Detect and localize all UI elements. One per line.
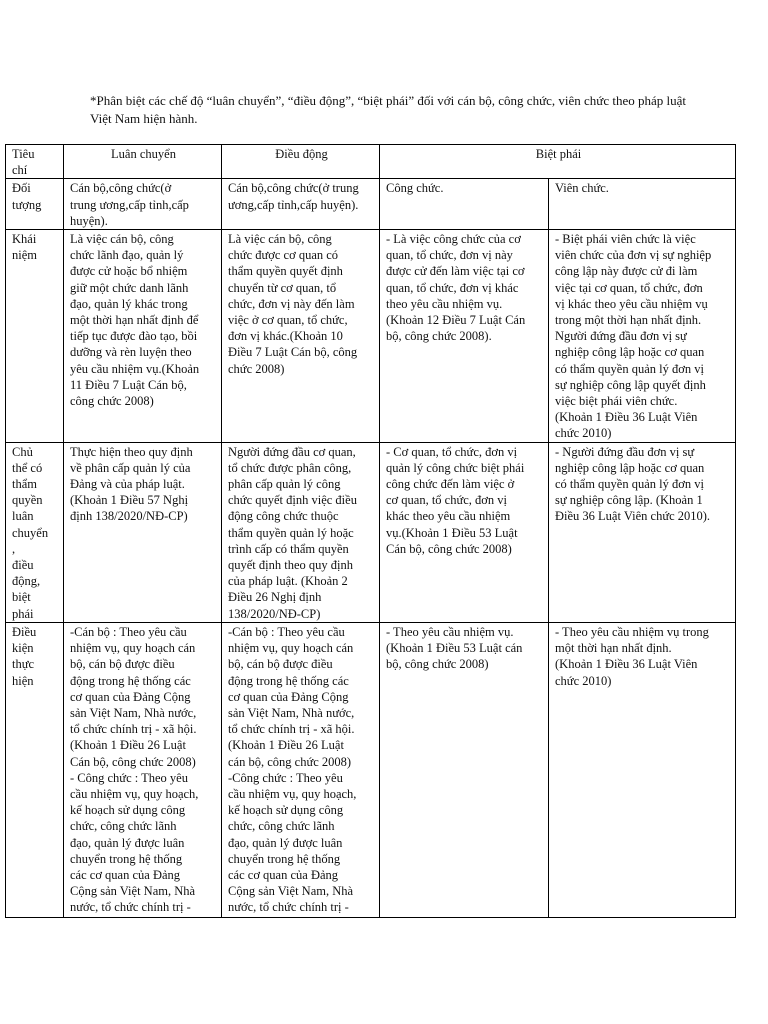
cell-transfer: Cán bộ,công chức(ở trung ương,cấp tỉnh,cấp huyện). xyxy=(222,179,380,230)
cell-transfer: -Cán bộ : Theo yêu cầu nhiệm vụ, quy hoạch cán bộ, cán bộ được điều động trong hệ thống các cơ quan của Đảng Cộng sản Việt Nam, Nhà nước, tổ chức chính trị - xã hội. (Khoản 1 Điều 26 Luật cán bộ, công chức 2008) -Công chức : Theo yêu cầu nhiệm vụ, quy hoạch, kế hoạch sử dụng công chức, công chức lãnh đạo, quản lý được luân chuyển trong hệ thống các cơ quan của Đảng Cộng sản Việt Nam, Nhà nước, tổ chức chính trị - xyxy=(222,622,380,917)
row-criteria-label: Khái niệm xyxy=(6,230,64,443)
cell-secondment-public-employee: - Theo yêu cầu nhiệm vụ trong một thời hạn nhất định. (Khoản 1 Điều 36 Luật Viên chức 2010) xyxy=(549,622,736,917)
cell-secondment-public-employee: Viên chức. xyxy=(549,179,736,230)
cell-secondment-public-employee: - Biệt phái viên chức là việc viên chức của đơn vị sự nghiệp công lập này được cử đi làm việc tại cơ quan, tổ chức, đơn vị khác theo yêu cầu nhiệm vụ trong một thời hạn nhất định. Người đứng đầu đơn vị sự nghiệp công lập hoặc cơ quan có thẩm quyền quản lý đơn vị sự nghiệp công lập quyết định việc biệt phái viên chức. (Khoản 1 Điều 36 Luật Viên chức 2010) xyxy=(549,230,736,443)
table-row-concept xyxy=(6,230,736,443)
cell-secondment-civil-servant: - Cơ quan, tổ chức, đơn vị quản lý công chức biệt phái công chức đến làm việc ở cơ quan, tổ chức, đơn vị khác theo yêu cầu nhiệm vụ.(Khoản 1 Điều 53 Luật Cán bộ, công chức 2008) xyxy=(380,442,549,622)
cell-secondment-public-employee: - Người đứng đầu đơn vị sự nghiệp công lập hoặc cơ quan có thẩm quyền quản lý đơn vị sự nghiệp công lập. (Khoản 1 Điều 36 Luật Viên chức 2010). xyxy=(549,442,736,622)
header-secondment: Biệt phái xyxy=(380,145,736,179)
row-criteria-label: Chủ thể có thẩm quyền luân chuyển , điều động, biệt phái xyxy=(6,442,64,622)
comparison-table xyxy=(5,144,736,918)
cell-rotation: -Cán bộ : Theo yêu cầu nhiệm vụ, quy hoạch cán bộ, cán bộ được điều động trong hệ thống các cơ quan của Đảng Cộng sản Việt Nam, Nhà nước, tổ chức chính trị - xã hội. (Khoản 1 Điều 26 Luật Cán bộ, công chức 2008) - Công chức : Theo yêu cầu nhiệm vụ, quy hoạch, kế hoạch sử dụng công chức, công chức lãnh đạo, quản lý được luân chuyển trong hệ thống các cơ quan của Đảng Cộng sản Việt Nam, Nhà nước, tổ chức chính trị - xyxy=(64,622,222,917)
row-criteria-label: Điều kiện thực hiện xyxy=(6,622,64,917)
cell-rotation: Là việc cán bộ, công chức lãnh đạo, quản lý được cử hoặc bổ nhiệm giữ một chức danh lãnh đạo, quản lý khác trong một thời hạn nhất định để tiếp tục được đào tạo, bồi dưỡng và rèn luyện theo yêu cầu nhiệm vụ.(Khoản 11 Điều 7 Luật Cán bộ, công chức 2008) xyxy=(64,230,222,443)
document-title: *Phân biệt các chế độ “luân chuyển”, “điều động”, “biệt phái” đối với cán bộ, công chức, viên chức theo pháp luật Việt Nam hiện hành. xyxy=(90,93,687,126)
header-criteria: Tiêu chí xyxy=(6,145,64,179)
cell-rotation: Thực hiện theo quy định về phân cấp quản lý của Đảng và của pháp luật. (Khoản 1 Điều 57 Nghị định 138/2020/NĐ-CP) xyxy=(64,442,222,622)
table-header-row xyxy=(6,145,736,179)
cell-secondment-civil-servant: - Là việc công chức của cơ quan, tổ chức, đơn vị này được cử đến làm việc tại cơ quan, tổ chức, đơn vị khác theo yêu cầu nhiệm vụ. (Khoản 12 Điều 7 Luật Cán bộ, công chức 2008). xyxy=(380,230,549,443)
table-row-authority xyxy=(6,442,736,622)
cell-transfer: Là việc cán bộ, công chức được cơ quan có thẩm quyền quyết định chuyển từ cơ quan, tổ chức, đơn vị này đến làm việc ở cơ quan, tổ chức, đơn vị khác.(Khoản 10 Điều 7 Luật Cán bộ, công chức 2008) xyxy=(222,230,380,443)
table-row-subject xyxy=(6,179,736,230)
header-rotation: Luân chuyển xyxy=(64,145,222,179)
cell-secondment-civil-servant: - Theo yêu cầu nhiệm vụ. (Khoản 1 Điều 53 Luật cán bộ, công chức 2008) xyxy=(380,622,549,917)
cell-transfer: Người đứng đầu cơ quan, tổ chức được phân công, phân cấp quản lý công chức quyết định việc điều động công chức thuộc thẩm quyền quản lý hoặc trình cấp có thẩm quyền quyết định theo quy định của pháp luật. (Khoản 2 Điều 26 Nghị định 138/2020/NĐ-CP) xyxy=(222,442,380,622)
row-criteria-label: Đối tượng xyxy=(6,179,64,230)
table-row-conditions xyxy=(6,622,736,917)
cell-secondment-civil-servant: Công chức. xyxy=(380,179,549,230)
cell-rotation: Cán bộ,công chức(ở trung ương,cấp tỉnh,cấp huyện). xyxy=(64,179,222,230)
header-transfer: Điều động xyxy=(222,145,380,179)
